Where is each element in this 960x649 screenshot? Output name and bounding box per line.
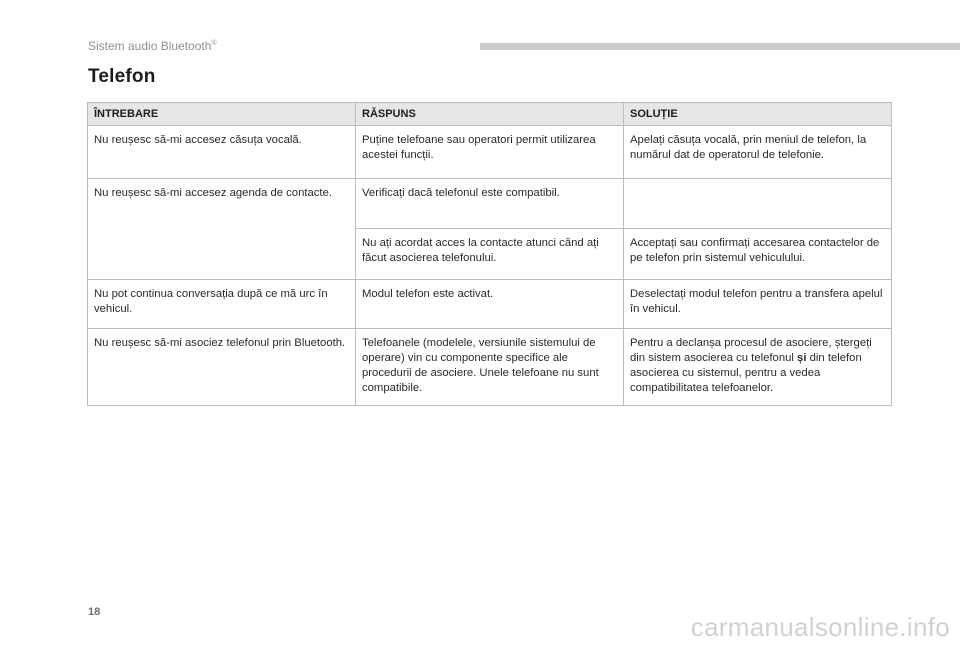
question-cell: Nu reușesc să-mi asociez telefonul prin Bluetooth. — [88, 329, 356, 406]
section-header — [88, 39, 217, 53]
solution-cell: Acceptați sau confirmați accesarea contactelor de pe telefon prin sistemul vehiculului. — [624, 229, 892, 280]
solution-text-part: Pentru a declanșa procesul de asociere, ștergeți din sistem asocierea cu telefonul — [630, 337, 872, 364]
table-row — [88, 280, 892, 329]
solution-cell — [624, 329, 892, 406]
page-title: Telefon — [88, 66, 156, 87]
header-divider-bar — [480, 43, 960, 50]
solution-cell: Deselectați modul telefon pentru a transfera apelul în vehicul. — [624, 280, 892, 329]
page-number: 18 — [88, 606, 101, 618]
question-cell: Nu reușesc să-mi accesez agenda de contacte. — [88, 179, 356, 280]
column-header-question: ÎNTREBARE — [88, 103, 356, 126]
answer-cell: Verificați dacă telefonul este compatibil. — [356, 179, 624, 229]
section-title: Sistem audio Bluetooth — [88, 39, 212, 53]
column-header-solution: SOLUȚIE — [624, 103, 892, 126]
table-row — [88, 179, 892, 229]
question-cell: Nu pot continua conversația după ce mă urc în vehicul. — [88, 280, 356, 329]
watermark: carmanualsonline.info — [690, 612, 950, 642]
solution-cell: Apelați căsuța vocală, prin meniul de telefon, la numărul dat de operatorul de telefonie. — [624, 126, 892, 179]
answer-cell: Puține telefoane sau operatori permit utilizarea acestei funcții. — [356, 126, 624, 179]
solution-cell — [624, 179, 892, 229]
solution-emphasis: și — [797, 352, 807, 364]
table-header-row — [88, 103, 892, 126]
question-cell: Nu reușesc să-mi accesez căsuța vocală. — [88, 126, 356, 179]
answer-cell: Telefoanele (modelele, versiunile sistemului de operare) vin cu componente specifice ale procedurii de asociere. Unele telefoane nu sunt compatibile. — [356, 329, 624, 406]
faq-table — [87, 102, 892, 406]
column-header-answer: RĂSPUNS — [356, 103, 624, 126]
table-row — [88, 329, 892, 406]
solution-text-part: din telefon asocierea cu sistemul, pentru a vedea compatibilitatea telefoanelor. — [630, 352, 862, 394]
trademark-symbol: ® — [211, 40, 217, 47]
answer-cell: Modul telefon este activat. — [356, 280, 624, 329]
answer-cell: Nu ați acordat acces la contacte atunci când ați făcut asocierea telefonului. — [356, 229, 624, 280]
table-row — [88, 126, 892, 179]
